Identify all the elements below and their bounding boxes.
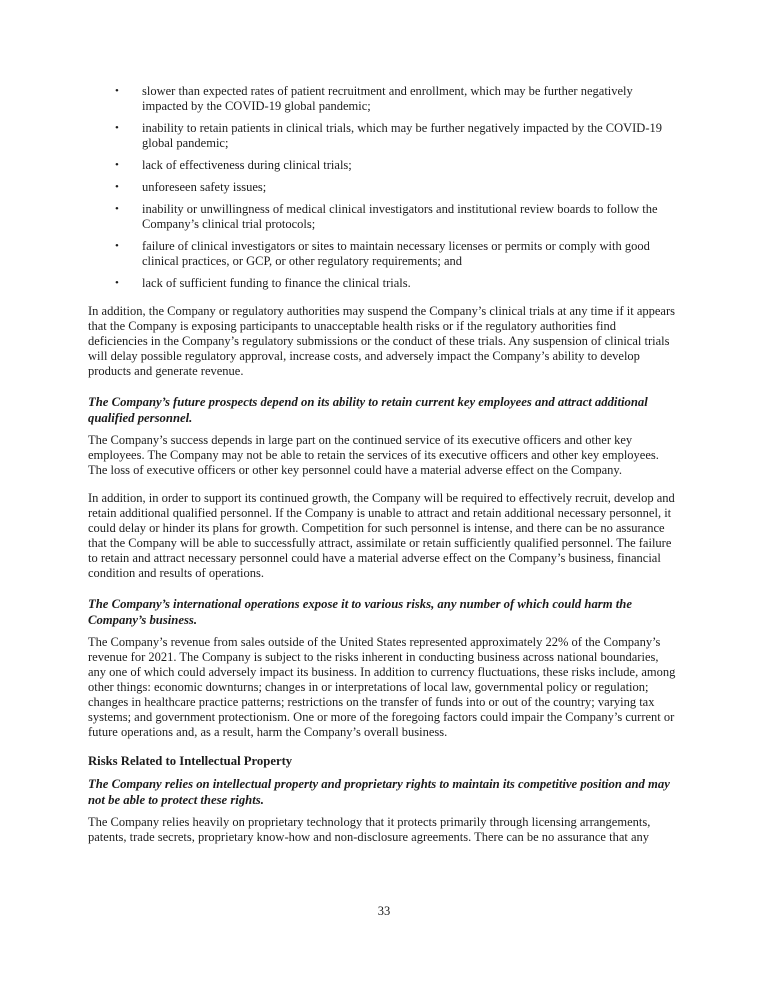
bullet-text: inability to retain patients in clinical trials, which may be further negatively impacted by the COVID-19 global pandemic;	[142, 121, 662, 150]
page-number: 33	[377, 904, 391, 918]
bullet-item	[88, 158, 678, 173]
bullet-text: unforeseen safety issues;	[142, 180, 267, 194]
bullet-item	[88, 121, 678, 151]
risk-heading-key-employees: The Company’s future prospects depend on its ability to retain current key employees and attract additional qualified personnel.	[88, 395, 648, 425]
paragraph-international-operations: The Company’s revenue from sales outside of the United States represented approximately 22% of the Company’s revenue for 2021. The Company is subject to the risks inherent in conducting business across national boundaries, any one of which could adversely impact its business. In addition to currency fluctuations, these risks include, among other things: economic downturns; changes in or interpretations of local law, governmental policy or regulation; changes in healthcare practice patterns; restrictions on the transfer of funds into or out of the country; varying tax systems; and government protectionism. One or more of the foregoing factors could impair the Company’s current or future operations and, as a result, harm the Company’s overall business.	[88, 635, 676, 739]
bullet-marker: •	[115, 181, 119, 193]
section-heading-intellectual-property: Risks Related to Intellectual Property	[88, 754, 293, 768]
bullet-marker: •	[115, 122, 119, 134]
bullet-marker: •	[115, 159, 119, 171]
bullet-text: lack of effectiveness during clinical trials;	[142, 158, 352, 172]
bullet-text: inability or unwillingness of medical clinical investigators and institutional review boards to follow the Company’s clinical trial protocols;	[142, 202, 658, 231]
bullet-text: slower than expected rates of patient recruitment and enrollment, which may be further negatively impacted by the COVID-19 global pandemic;	[142, 84, 633, 113]
bullet-marker: •	[115, 85, 119, 97]
clinical-trial-risk-bullet-list	[88, 84, 678, 291]
bullet-item	[88, 202, 678, 232]
bullet-item	[88, 180, 678, 195]
paragraph-trial-suspension: In addition, the Company or regulatory authorities may suspend the Company’s clinical trials at any time if it appears that the Company is exposing participants to unacceptable health risks or if the regulatory authorities find deficiencies in the Company’s regulatory submissions or the conduct of these trials. Any suspension of clinical trials will delay possible regulatory approval, increase costs, and adversely impact the Company’s ability to develop products and generate revenue.	[88, 304, 676, 378]
bullet-marker: •	[115, 203, 119, 215]
bullet-marker: •	[115, 240, 119, 252]
risk-heading-international-operations: The Company’s international operations expose it to various risks, any number of which could harm the Company’s business.	[88, 597, 632, 627]
paragraph-key-employees-service: The Company’s success depends in large part on the continued service of its executive officers and other key employees. The Company may not be able to retain the services of its executive officers and other key employees. The loss of executive officers or other key personnel could have a material adverse effect on the Company.	[88, 433, 659, 477]
bullet-item	[88, 84, 678, 114]
paragraph-intellectual-property: The Company relies heavily on proprietary technology that it protects primarily through licensing arrangements, patents, trade secrets, proprietary know-how and non-disclosure agreements. There can be no assurance that any	[88, 815, 651, 844]
risk-heading-intellectual-property: The Company relies on intellectual property and proprietary rights to maintain its competitive position and may not be able to protect these rights.	[88, 777, 670, 807]
bullet-item	[88, 239, 678, 269]
document-body	[88, 84, 678, 845]
bullet-text: lack of sufficient funding to finance the clinical trials.	[142, 276, 411, 290]
bullet-text: failure of clinical investigators or sites to maintain necessary licenses or permits or comply with good clinical practices, or GCP, or other regulatory requirements; and	[142, 239, 650, 268]
bullet-item	[88, 276, 678, 291]
paragraph-key-employees-growth: In addition, in order to support its continued growth, the Company will be required to effectively recruit, develop and retain additional qualified personnel. If the Company is unable to attract and retain additional necessary personnel, it could delay or hinder its plans for growth. Competition for such personnel is intense, and there can be no assurance that the Company will be able to successfully attract, assimilate or retain sufficiently qualified personnel. The failure to retain and attract necessary personnel could have a material adverse effect on the Company’s business, financial condition and results of operations.	[88, 491, 675, 580]
bullet-marker: •	[115, 277, 119, 289]
